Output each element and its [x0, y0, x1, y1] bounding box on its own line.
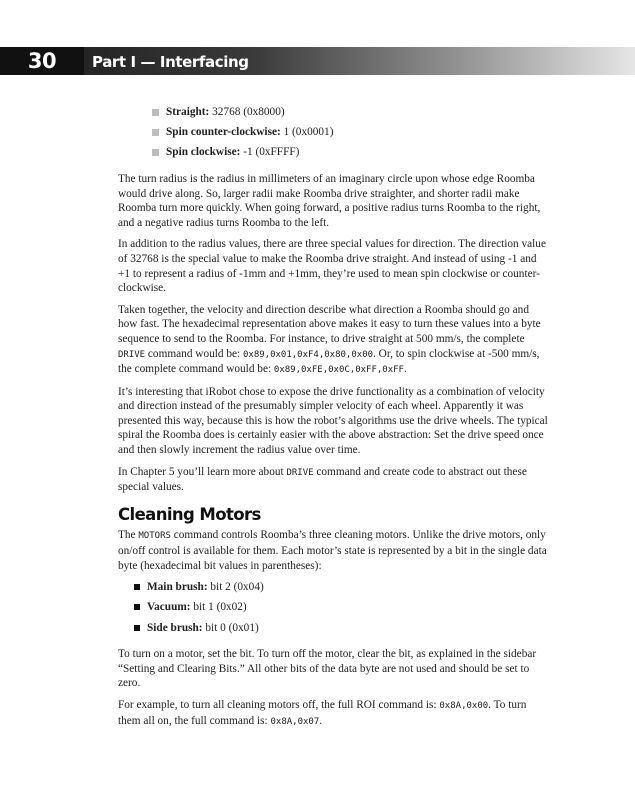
item-value: 1 (0x0001)	[280, 126, 334, 139]
list-item	[134, 600, 548, 615]
text-run: The	[118, 529, 139, 542]
list-item	[152, 125, 548, 140]
paragraph-velocity-direction	[118, 303, 548, 378]
running-header	[0, 47, 635, 75]
part-title: Part I — Interfacing	[92, 53, 249, 71]
direction-values-list	[118, 105, 548, 160]
item-label: Main brush:	[147, 581, 208, 594]
inline-code: 0x89,0x01,0xF4,0x80,0x00	[242, 349, 374, 360]
paragraph-turn-radius: The turn radius is the radius in millimeters of an imaginary circle upon whose edge Roomba would drive along. So, larger radii make Roomba drive straighter, and shorter radii make Roomba turn more quickly. When going forward, a positive radius turns Roomba to the right, and a negative radius turns Roomba to the left.	[118, 172, 541, 229]
list-item	[134, 580, 548, 595]
paragraph-irobot-design: It’s interesting that iRobot chose to expose the drive functionality as a combination of velocity and direction instead of the presumably simpler velocity of each wheel. Apparently it was presented this way, because this is how the robot’s algorithms use the drive wheels. The typical spiral the Roomba does is certainly easier with the above abstraction: Set the drive speed once and then slowly increment the radius value over time.	[118, 385, 548, 457]
paragraph-special-values: In addition to the radius values, there are three special values for direction. The direction value of 32768 is the special value to make the Roomba drive straight. And instead of using -1 and +1 to represent a radius of -1mm and +1mm, they’re used to mean spin clockwise or counter-clockwise.	[118, 238, 546, 295]
text-run: command and create code to abstract out these special values.	[118, 465, 527, 494]
paragraph-roi-example	[118, 698, 548, 729]
inline-code: DRIVE	[118, 349, 146, 360]
item-label: Side brush:	[147, 621, 203, 634]
inline-code: 0x8A,0x07	[270, 716, 320, 727]
page-number: 30	[0, 47, 84, 75]
item-value: bit 2 (0x04)	[207, 581, 264, 594]
section-heading: Cleaning Motors	[118, 504, 261, 524]
text-run: . To turn them all on, the full command is:	[118, 698, 527, 727]
paragraph-motors-intro	[118, 528, 548, 573]
page-body	[118, 105, 548, 736]
item-value: 32768 (0x8000)	[209, 106, 285, 118]
paragraph-chapter-ref	[118, 465, 548, 495]
text-run: command controls Roomba’s three cleaning motors. Unlike the drive motors, only on/off control is available for them. Each motor’s state is represented by a bit in the single data byte (hexadecimal bit values in parentheses):	[118, 529, 547, 572]
inline-code: 0x8A,0x00	[439, 700, 489, 711]
text-run: In Chapter 5 you’ll learn more about	[118, 465, 287, 478]
inline-code: 0x89,0xFE,0x0C,0xFF,0xFF	[273, 365, 404, 376]
text-run: .	[403, 363, 407, 376]
text-run: command would be:	[145, 347, 243, 360]
list-item	[134, 621, 548, 636]
motor-bits-list	[118, 580, 548, 635]
item-value: bit 1 (0x02)	[190, 601, 247, 614]
text-run: Taken together, the velocity and direction describe what direction a Roomba should go and how fast. The hexadecimal representation above makes it easy to turn these values into a byte sequence to send to the Roomba. For instance, to drive straight at 500 mm/s, the complete	[118, 303, 541, 345]
list-item	[152, 145, 548, 160]
item-label: Vacuum:	[147, 601, 191, 614]
inline-code: MOTORS	[138, 531, 171, 542]
inline-code: DRIVE	[286, 467, 314, 478]
list-item	[152, 105, 548, 120]
text-run: For example, to turn all cleaning motors off, the full ROI command is:	[118, 698, 440, 711]
item-label: Spin clockwise:	[166, 146, 241, 159]
item-value: -1 (0xFFFF)	[240, 146, 300, 159]
item-value: bit 0 (0x01)	[202, 621, 259, 634]
paragraph-set-clear-bits: To turn on a motor, set the bit. To turn off the motor, clear the bit, as explained in the sidebar “Setting and Clearing Bits.” All other bits of the data byte are not used and should be set to zero.	[118, 648, 537, 690]
text-run: . Or, to spin clockwise at -500 mm/s, the complete command would be:	[118, 347, 540, 376]
text-run: .	[319, 714, 323, 727]
item-label: Spin counter-clockwise:	[166, 126, 281, 139]
item-label: Straight:	[166, 106, 210, 118]
